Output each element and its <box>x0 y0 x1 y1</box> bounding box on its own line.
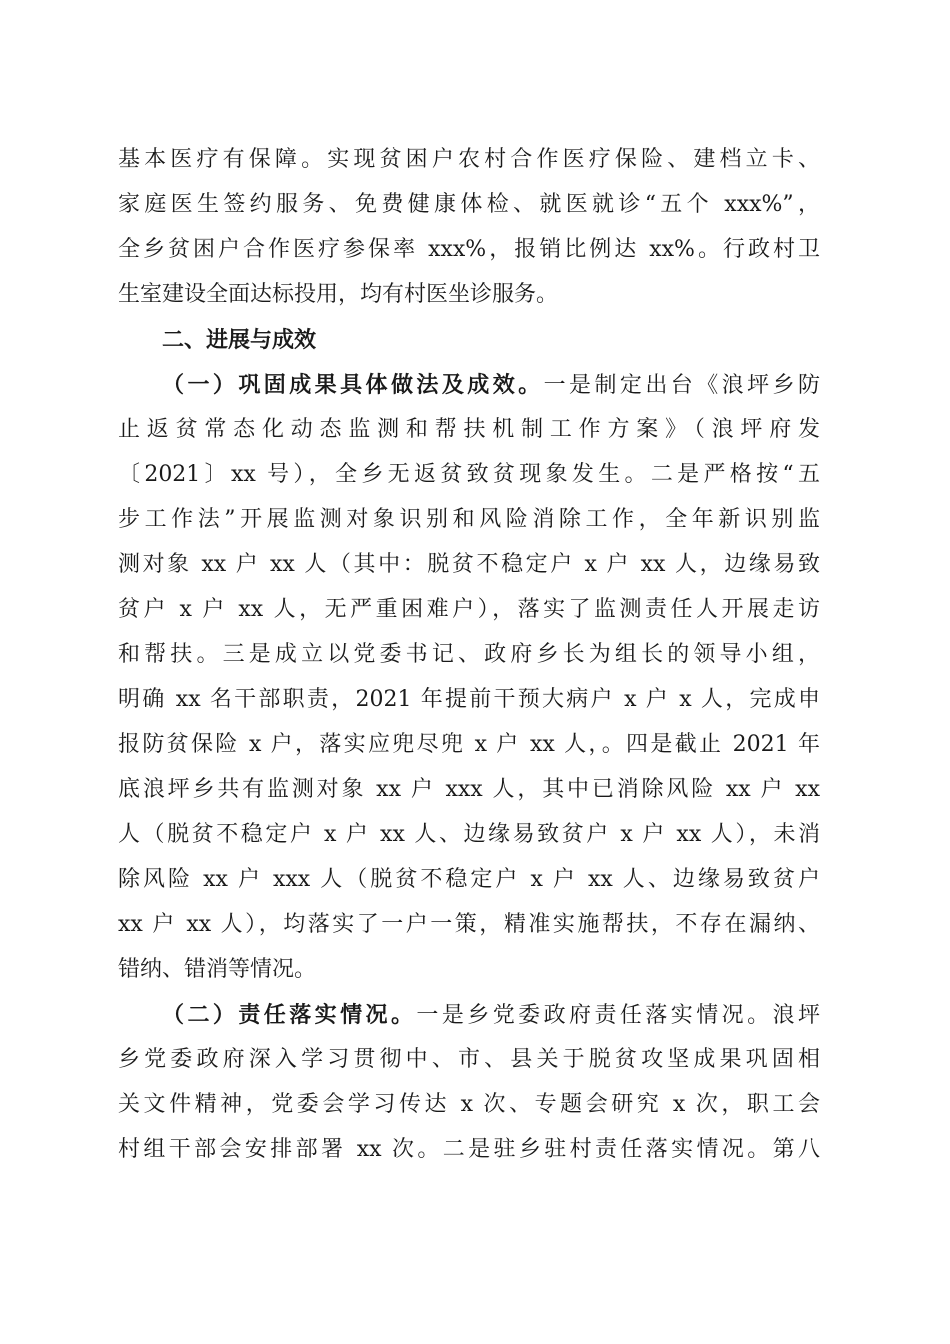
paragraph-line: 基本医疗有保障。实现贫困户农村合作医疗保险、建档立卡、 <box>118 147 820 172</box>
paragraph-line <box>162 371 820 400</box>
paragraph-line: 家庭医生签约服务、免费健康体检、就医就诊“五个 xxx%”， <box>118 192 820 217</box>
paragraph-line: 〔2021〕xx 号），全乡无返贫致贫现象发生。二是严格按“五 <box>118 462 820 487</box>
paragraph-line: 错纳、错消等情况。 <box>118 957 317 982</box>
paragraph-line: 村组干部会安排部署 xx 次。二是驻乡驻村责任落实情况。第八 <box>118 1137 820 1162</box>
paragraph-line: 全乡贫困户合作医疗参保率 xxx%，报销比例达 xx%。行政村卫 <box>118 237 820 262</box>
paragraph-text: 一是制定出台《浪坪乡防 <box>543 373 820 398</box>
paragraph-line: 生室建设全面达标投用，均有村医坐诊服务。 <box>118 282 559 307</box>
paragraph-line: 关文件精神，党委会学习传达 x 次、专题会研究 x 次，职工会 <box>118 1092 820 1117</box>
paragraph-line: xx 户 xx 人），均落实了一户一策，精准实施帮扶，不存在漏纳、 <box>118 912 820 937</box>
section-heading: 二、进展与成效 <box>162 327 317 353</box>
paragraph-line: 测对象 xx 户 xx 人（其中：脱贫不稳定户 x 户 xx 人，边缘易致 <box>118 552 820 577</box>
paragraph-line: 人（脱贫不稳定户 x 户 xx 人、边缘易致贫户 x 户 xx 人），未消 <box>118 822 820 847</box>
paragraph-line: 贫户 x 户 xx 人，无严重困难户），落实了监测责任人开展走访 <box>118 597 820 622</box>
paragraph-line: 止返贫常态化动态监测和帮扶机制工作方案》（浪坪府发 <box>118 417 820 442</box>
paragraph-line: 明确 xx 名干部职责，2021 年提前干预大病户 x 户 x 人，完成申 <box>118 687 820 712</box>
paragraph-line <box>162 1001 820 1030</box>
paragraph-line: 和帮扶。三是成立以党委书记、政府乡长为组长的领导小组， <box>118 642 820 667</box>
subsection-heading: （二）责任落实情况。 <box>162 1002 417 1028</box>
paragraph-line: 步工作法”开展监测对象识别和风险消除工作，全年新识别监 <box>118 507 820 532</box>
paragraph-line: 除风险 xx 户 xxx 人（脱贫不稳定户 x 户 xx 人、边缘易致贫户 <box>118 867 820 892</box>
paragraph-line: 乡党委政府深入学习贯彻中、市、县关于脱贫攻坚成果巩固相 <box>118 1047 820 1072</box>
paragraph-line: 底浪坪乡共有监测对象 xx 户 xxx 人，其中已消除风险 xx 户 xx <box>118 777 820 802</box>
paragraph-text: 一是乡党委政府责任落实情况。浪坪 <box>416 1003 820 1028</box>
paragraph-line: 报防贫保险 x 户，落实应兜尽兜 x 户 xx 人，。四是截止 2021 年 <box>118 732 820 757</box>
subsection-heading: （一）巩固成果具体做法及成效。 <box>162 372 544 398</box>
